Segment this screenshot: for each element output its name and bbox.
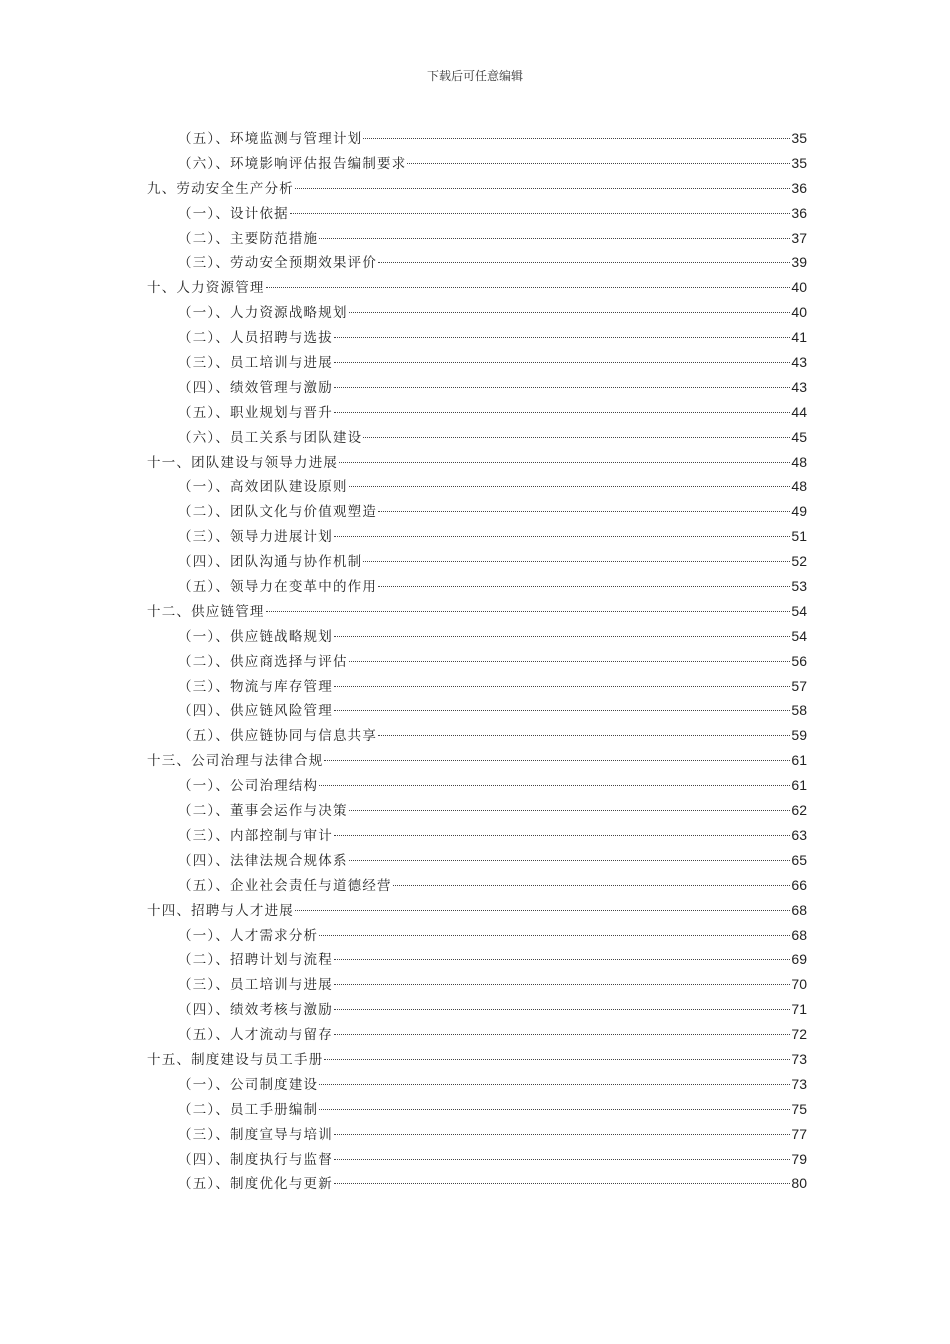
toc-chapter-entry[interactable] bbox=[147, 176, 807, 201]
toc-section-entry[interactable] bbox=[147, 698, 807, 723]
toc-entry-label: （三）、领导力进展计划 bbox=[178, 529, 333, 546]
toc-entry-label: （二）、董事会运作与决策 bbox=[178, 803, 348, 820]
dot-leader bbox=[349, 486, 791, 487]
dot-leader bbox=[266, 287, 791, 288]
toc-section-entry[interactable] bbox=[147, 1147, 807, 1172]
dot-leader bbox=[378, 262, 790, 263]
toc-entry-label: （二）、员工手册编制 bbox=[178, 1101, 319, 1118]
dot-leader bbox=[319, 935, 790, 936]
dot-leader bbox=[319, 785, 790, 786]
toc-section-entry[interactable] bbox=[147, 823, 807, 848]
toc-section-entry[interactable] bbox=[147, 300, 807, 325]
toc-page-number: 37 bbox=[791, 229, 807, 246]
toc-section-entry[interactable] bbox=[147, 499, 807, 524]
toc-entry-label: 十五、制度建设与员工手册 bbox=[147, 1051, 324, 1068]
toc-section-entry[interactable] bbox=[147, 350, 807, 375]
toc-section-entry[interactable] bbox=[147, 1072, 807, 1097]
dot-leader bbox=[334, 536, 790, 537]
toc-entry-label: （一）、人才需求分析 bbox=[178, 927, 319, 944]
toc-section-entry[interactable] bbox=[147, 1171, 807, 1196]
dot-leader bbox=[334, 835, 790, 836]
dot-leader bbox=[295, 910, 790, 911]
dot-leader bbox=[319, 1109, 790, 1110]
toc-entry-label: （二）、人员招聘与选拔 bbox=[178, 330, 333, 347]
toc-section-entry[interactable] bbox=[147, 524, 807, 549]
dot-leader bbox=[334, 636, 790, 637]
dot-leader bbox=[266, 611, 791, 612]
toc-entry-label: （五）、人才流动与留存 bbox=[178, 1027, 333, 1044]
toc-section-entry[interactable] bbox=[147, 848, 807, 873]
toc-section-entry[interactable] bbox=[147, 923, 807, 948]
toc-section-entry[interactable] bbox=[147, 773, 807, 798]
toc-entry-label: （三）、制度宣导与培训 bbox=[178, 1126, 333, 1143]
toc-page-number: 45 bbox=[791, 428, 807, 445]
dot-leader bbox=[295, 188, 790, 189]
toc-section-entry[interactable] bbox=[147, 997, 807, 1022]
dot-leader bbox=[393, 885, 791, 886]
toc-entry-label: （二）、招聘计划与流程 bbox=[178, 952, 333, 969]
toc-entry-label: （五）、领导力在变革中的作用 bbox=[178, 579, 378, 596]
toc-section-entry[interactable] bbox=[147, 126, 807, 151]
toc-entry-label: （四）、团队沟通与协作机制 bbox=[178, 554, 363, 571]
dot-leader bbox=[334, 1159, 790, 1160]
toc-page-number: 61 bbox=[791, 752, 807, 769]
toc-section-entry[interactable] bbox=[147, 674, 807, 699]
toc-section-entry[interactable] bbox=[147, 873, 807, 898]
dot-leader bbox=[334, 1183, 790, 1184]
dot-leader bbox=[378, 735, 790, 736]
dot-leader bbox=[407, 163, 790, 164]
dot-leader bbox=[339, 462, 790, 463]
dot-leader bbox=[363, 138, 790, 139]
toc-page-number: 71 bbox=[791, 1001, 807, 1018]
dot-leader bbox=[349, 312, 791, 313]
toc-entry-label: （五）、职业规划与晋升 bbox=[178, 404, 333, 421]
dot-leader bbox=[334, 959, 790, 960]
dot-leader bbox=[334, 984, 790, 985]
toc-entry-label: （五）、企业社会责任与道德经营 bbox=[178, 877, 392, 894]
toc-page-number: 62 bbox=[791, 802, 807, 819]
toc-chapter-entry[interactable] bbox=[147, 1047, 807, 1072]
toc-page-number: 36 bbox=[791, 204, 807, 221]
toc-entry-label: （五）、供应链协同与信息共享 bbox=[178, 728, 378, 745]
toc-page-number: 77 bbox=[791, 1125, 807, 1142]
toc-entry-label: 十一、团队建设与领导力进展 bbox=[147, 454, 339, 471]
toc-section-entry[interactable] bbox=[147, 151, 807, 176]
toc-section-entry[interactable] bbox=[147, 1097, 807, 1122]
toc-page-number: 73 bbox=[791, 1050, 807, 1067]
toc-entry-label: （一）、供应链战略规划 bbox=[178, 628, 333, 645]
toc-entry-label: （三）、物流与库存管理 bbox=[178, 678, 333, 695]
toc-page-number: 66 bbox=[791, 876, 807, 893]
toc-page-number: 40 bbox=[791, 279, 807, 296]
toc-section-entry[interactable] bbox=[147, 375, 807, 400]
dot-leader bbox=[319, 238, 790, 239]
toc-section-entry[interactable] bbox=[147, 649, 807, 674]
toc-page-number: 40 bbox=[791, 304, 807, 321]
toc-page-number: 48 bbox=[791, 478, 807, 495]
dot-leader bbox=[363, 561, 790, 562]
toc-page-number: 51 bbox=[791, 528, 807, 545]
dot-leader bbox=[319, 1084, 790, 1085]
toc-page-number: 61 bbox=[791, 777, 807, 794]
toc-chapter-entry[interactable] bbox=[147, 450, 807, 475]
toc-entry-label: （一）、公司治理结构 bbox=[178, 778, 319, 795]
toc-page-number: 73 bbox=[791, 1075, 807, 1092]
toc-section-entry[interactable] bbox=[147, 947, 807, 972]
toc-page-number: 69 bbox=[791, 951, 807, 968]
toc-section-entry[interactable] bbox=[147, 574, 807, 599]
toc-entry-label: （二）、供应商选择与评估 bbox=[178, 653, 348, 670]
dot-leader bbox=[378, 511, 790, 512]
dot-leader bbox=[334, 337, 790, 338]
dot-leader bbox=[349, 661, 791, 662]
toc-page-number: 49 bbox=[791, 503, 807, 520]
toc-section-entry[interactable] bbox=[147, 425, 807, 450]
toc-page-number: 63 bbox=[791, 826, 807, 843]
toc-page-number: 36 bbox=[791, 179, 807, 196]
toc-page-number: 43 bbox=[791, 378, 807, 395]
dot-leader bbox=[334, 1134, 790, 1135]
toc-section-entry[interactable] bbox=[147, 474, 807, 499]
toc-section-entry[interactable] bbox=[147, 972, 807, 997]
toc-section-entry[interactable] bbox=[147, 325, 807, 350]
toc-entry-label: （四）、法律法规合规体系 bbox=[178, 852, 348, 869]
toc-page-number: 80 bbox=[791, 1175, 807, 1192]
toc-entry-label: 九、劳动安全生产分析 bbox=[147, 180, 294, 197]
toc-page-number: 70 bbox=[791, 976, 807, 993]
toc-entry-label: 十、人力资源管理 bbox=[147, 280, 265, 297]
toc-entry-label: （四）、制度执行与监督 bbox=[178, 1151, 333, 1168]
toc-entry-label: （三）、员工培训与进展 bbox=[178, 355, 333, 372]
toc-section-entry[interactable] bbox=[147, 549, 807, 574]
dot-leader bbox=[334, 362, 790, 363]
toc-section-entry[interactable] bbox=[147, 201, 807, 226]
toc-entry-label: （三）、内部控制与审计 bbox=[178, 827, 333, 844]
toc-page-number: 58 bbox=[791, 702, 807, 719]
toc-entry-label: 十四、招聘与人才进展 bbox=[147, 902, 294, 919]
toc-chapter-entry[interactable] bbox=[147, 748, 807, 773]
dot-leader bbox=[324, 1059, 790, 1060]
toc-entry-label: 十三、公司治理与法律合规 bbox=[147, 753, 324, 770]
toc-entry-label: （一）、人力资源战略规划 bbox=[178, 305, 348, 322]
toc-page-number: 48 bbox=[791, 453, 807, 470]
toc-section-entry[interactable] bbox=[147, 250, 807, 275]
toc-page-number: 79 bbox=[791, 1150, 807, 1167]
toc-entry-label: （一）、高效团队建设原则 bbox=[178, 479, 348, 496]
dot-leader bbox=[363, 437, 790, 438]
toc-page-number: 56 bbox=[791, 652, 807, 669]
toc-section-entry[interactable] bbox=[147, 226, 807, 251]
toc-section-entry[interactable] bbox=[147, 1022, 807, 1047]
dot-leader bbox=[334, 1034, 790, 1035]
toc-entry-label: （六）、员工关系与团队建设 bbox=[178, 429, 363, 446]
toc-chapter-entry[interactable] bbox=[147, 599, 807, 624]
page-header: 下载后可任意编辑 bbox=[426, 69, 523, 83]
dot-leader bbox=[334, 387, 790, 388]
dot-leader bbox=[324, 760, 790, 761]
toc-chapter-entry[interactable] bbox=[147, 898, 807, 923]
dot-leader bbox=[349, 860, 791, 861]
toc-page-number: 53 bbox=[791, 578, 807, 595]
toc-entry-label: （一）、公司制度建设 bbox=[178, 1076, 319, 1093]
toc-page-number: 44 bbox=[791, 403, 807, 420]
toc-entry-label: （一）、设计依据 bbox=[178, 205, 289, 222]
toc-page-number: 75 bbox=[791, 1100, 807, 1117]
dot-leader bbox=[334, 710, 790, 711]
toc-page-number: 57 bbox=[791, 677, 807, 694]
toc-entry-label: （三）、员工培训与进展 bbox=[178, 977, 333, 994]
toc-page-number: 59 bbox=[791, 727, 807, 744]
toc-section-entry[interactable] bbox=[147, 400, 807, 425]
toc-page-number: 65 bbox=[791, 851, 807, 868]
toc-page-number: 54 bbox=[791, 627, 807, 644]
toc-page-number: 68 bbox=[791, 901, 807, 918]
toc-page-number: 39 bbox=[791, 254, 807, 271]
dot-leader bbox=[349, 810, 791, 811]
toc-entry-label: （五）、环境监测与管理计划 bbox=[178, 131, 363, 147]
toc-page-number: 54 bbox=[791, 602, 807, 619]
dot-leader bbox=[290, 213, 791, 214]
toc-section-entry[interactable] bbox=[147, 723, 807, 748]
toc-entry-label: （二）、主要防范措施 bbox=[178, 230, 319, 247]
toc-section-entry[interactable] bbox=[147, 624, 807, 649]
toc-chapter-entry[interactable] bbox=[147, 275, 807, 300]
dot-leader bbox=[334, 1009, 790, 1010]
toc-page-number: 72 bbox=[791, 1026, 807, 1043]
dot-leader bbox=[378, 586, 790, 587]
toc-page-number: 41 bbox=[791, 329, 807, 346]
toc-entry-label: （三）、劳动安全预期效果评价 bbox=[178, 255, 378, 272]
toc-entry-label: （六）、环境影响评估报告编制要求 bbox=[178, 155, 407, 172]
toc-section-entry[interactable] bbox=[147, 1122, 807, 1147]
toc-page-number: 35 bbox=[791, 154, 807, 171]
toc-page-number: 68 bbox=[791, 926, 807, 943]
toc-entry-label: （二）、团队文化与价值观塑造 bbox=[178, 504, 378, 521]
toc-entry-label: （四）、绩效考核与激励 bbox=[178, 1002, 333, 1019]
dot-leader bbox=[334, 412, 790, 413]
table-of-contents bbox=[147, 126, 807, 1196]
toc-entry-label: （五）、制度优化与更新 bbox=[178, 1176, 333, 1193]
toc-page-number: 43 bbox=[791, 354, 807, 371]
toc-section-entry[interactable] bbox=[147, 798, 807, 823]
toc-entry-label: （四）、绩效管理与激励 bbox=[178, 379, 333, 396]
dot-leader bbox=[334, 686, 790, 687]
toc-page-number: 35 bbox=[791, 130, 807, 146]
toc-entry-label: （四）、供应链风险管理 bbox=[178, 703, 333, 720]
toc-entry-label: 十二、供应链管理 bbox=[147, 603, 265, 620]
toc-page-number: 52 bbox=[791, 553, 807, 570]
